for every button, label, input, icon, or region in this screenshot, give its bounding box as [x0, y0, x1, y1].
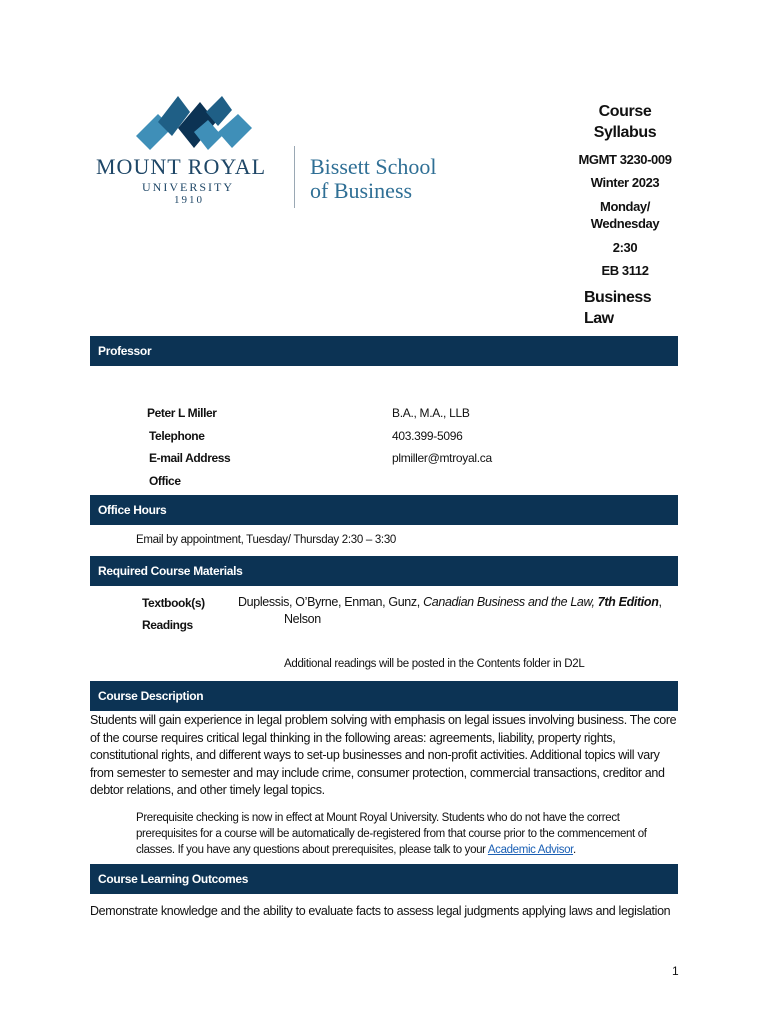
section-title-outcomes: Course Learning Outcomes	[98, 872, 249, 886]
textbook-label: Textbook(s)	[142, 596, 205, 610]
university-logo	[92, 88, 452, 218]
professor-credentials: B.A., M.A., LLB	[392, 406, 470, 420]
section-bar-office-hours	[90, 495, 678, 525]
section-title-office-hours: Office Hours	[98, 503, 167, 517]
textbook-publisher: Nelson	[284, 612, 321, 626]
email-value: plmiller@mtroyal.ca	[392, 451, 492, 465]
course-time: 2:30	[612, 240, 638, 255]
readings-label: Readings	[142, 618, 193, 632]
telephone-label: Telephone	[149, 429, 205, 443]
section-title-professor: Professor	[98, 344, 152, 358]
course-name-line1: Business	[584, 289, 652, 306]
academic-advisor-link[interactable]: Academic Advisor	[487, 844, 574, 856]
outcomes-text: Demonstrate knowledge and the ability to evaluate facts to assess legal judgments applying laws and legislation	[90, 904, 671, 918]
textbook-citation	[238, 595, 662, 609]
description-paragraph: Students will gain experience in legal problem solving with emphasis on legal issues involving business. The core of the course requires critical legal thinking in the following areas: agreements, liability, property rights, constitutional rights, and different ways to set-up businesses and non-profit activities. Additional topics will vary from semester to semester and may include crime, consumer protection, commercial transactions, creditor and debtor relations, and other timely legal topics.	[90, 713, 677, 797]
prerequisite-period: .	[573, 844, 576, 856]
section-title-materials: Required Course Materials	[98, 564, 243, 578]
office-hours-text: Email by appointment, Tuesday/ Thursday 2:30 – 3:30	[136, 534, 397, 546]
course-title-line1: Course	[598, 103, 652, 120]
prerequisite-text: Prerequisite checking is now in effect at Mount Royal University. Students who do not have the correct prerequisites for a course will be automatically de-registered from that course prior to the commencement of classes. If you have any questions about prerequisites, please talk to your	[136, 812, 647, 856]
page-number: 1	[672, 964, 679, 978]
logo-divider	[294, 146, 295, 208]
additional-readings: Additional readings will be posted in the Contents folder in D2L	[284, 658, 585, 670]
textbook-authors: Duplessis, O’Byrne, Enman, Gunz,	[238, 595, 420, 609]
course-days-line2: Wednesday	[590, 216, 660, 231]
course-code: MGMT 3230-009	[578, 152, 672, 167]
office-label: Office	[149, 474, 181, 488]
course-term: Winter 2023	[590, 175, 660, 190]
section-bar-professor	[90, 336, 678, 366]
section-bar-description	[90, 681, 678, 711]
course-name-line2: Law	[584, 310, 614, 327]
textbook-title: Canadian Business and the Law,	[423, 595, 595, 609]
school-name-line1: Bissett School	[310, 154, 437, 179]
textbook-comma: ,	[658, 595, 662, 609]
university-name: MOUNT ROYAL	[96, 154, 267, 179]
course-title-line2: Syllabus	[593, 124, 657, 141]
section-bar-outcomes	[90, 864, 678, 894]
email-label: E-mail Address	[149, 451, 231, 465]
telephone-value: 403.399-5096	[392, 429, 463, 443]
university-subtitle: UNIVERSITY	[142, 180, 234, 194]
textbook-edition: 7th Edition	[597, 595, 659, 609]
course-room: EB 3112	[601, 263, 649, 278]
school-name-line2: of Business	[310, 178, 413, 203]
prerequisite-note	[136, 810, 680, 858]
section-title-description: Course Description	[98, 689, 204, 703]
professor-name: Peter L Miller	[147, 406, 217, 420]
section-bar-materials	[90, 556, 678, 586]
course-days-line1: Monday/	[600, 199, 650, 214]
mountain-logo-icon	[128, 92, 258, 154]
university-year: 1910	[174, 194, 204, 206]
